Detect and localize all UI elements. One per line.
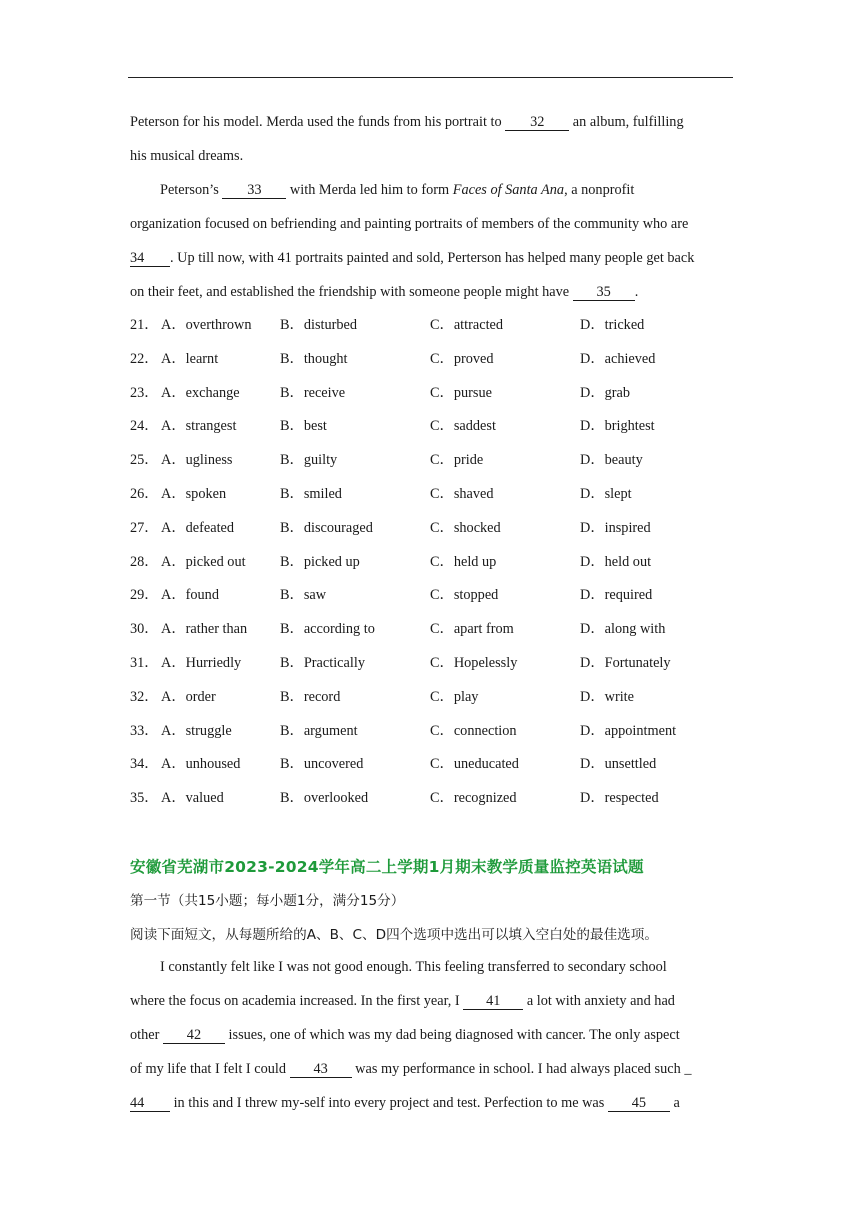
blank-44: 44: [130, 1096, 170, 1112]
option-a[interactable]: A．ugliness: [161, 452, 233, 469]
option-d[interactable]: D．unsettled: [580, 756, 657, 773]
option-c[interactable]: C．shocked: [430, 519, 501, 536]
option-b[interactable]: B．smiled: [280, 486, 342, 502]
option-b[interactable]: B．best: [280, 418, 327, 435]
option-d[interactable]: D．appointment: [580, 722, 677, 739]
option-d[interactable]: D．write: [580, 688, 634, 705]
question-number: 22．: [130, 350, 159, 367]
option-d[interactable]: D．inspired: [580, 519, 651, 536]
blank-43: 43: [290, 1062, 352, 1078]
text: with Merda led him to form: [286, 182, 453, 198]
option-d[interactable]: D．respected: [580, 790, 659, 807]
header-rule: [128, 77, 733, 78]
text: . Up till now, with 41 portraits painted and sold, Perterson has helped many people get back: [170, 250, 695, 266]
blank-42: 42: [163, 1028, 225, 1044]
option-b[interactable]: B．according to: [280, 621, 375, 638]
option-c[interactable]: C．recognized: [430, 790, 517, 807]
text: of my life that I felt I could: [130, 1061, 290, 1077]
question-number: 21．: [130, 317, 159, 333]
option-c[interactable]: C．uneducated: [430, 756, 519, 773]
option-d[interactable]: D．achieved: [580, 350, 656, 367]
passage-line: [130, 1026, 680, 1044]
question-number: 25．: [130, 452, 159, 469]
text: was my performance in school. I had always placed such: [351, 1061, 685, 1077]
option-d[interactable]: D．held out: [580, 553, 652, 570]
option-c[interactable]: C．pride: [430, 452, 484, 469]
question-number: 33．: [130, 722, 159, 739]
blank-45: 45: [608, 1096, 670, 1112]
passage-line: [160, 181, 634, 199]
blank-33: 33: [222, 183, 286, 199]
option-b[interactable]: B．discouraged: [280, 519, 373, 536]
organization-name: Faces of Santa Ana: [452, 182, 565, 198]
question-number: 23．: [130, 384, 159, 401]
option-c[interactable]: C．held up: [430, 553, 497, 570]
option-d[interactable]: D．along with: [580, 621, 666, 638]
text: _: [684, 1061, 692, 1077]
text: a: [669, 1095, 680, 1111]
option-b[interactable]: B．disturbed: [280, 317, 358, 333]
option-c[interactable]: C．pursue: [430, 384, 492, 401]
option-d[interactable]: D．brightest: [580, 418, 655, 435]
option-d[interactable]: D．tricked: [580, 317, 645, 333]
option-d[interactable]: D．slept: [580, 486, 632, 502]
passage-line: [130, 249, 694, 267]
passage-line: [130, 1094, 680, 1112]
section-heading: 安徽省芜湖市2023-2024学年高二上学期1月期末教学质量监控英语试题: [130, 858, 644, 876]
text: other: [130, 1027, 163, 1043]
option-d[interactable]: D．beauty: [580, 452, 643, 469]
passage-line: [130, 1060, 691, 1078]
passage-line: [130, 113, 684, 131]
option-c[interactable]: C．apart from: [430, 621, 514, 638]
passage-line: organization focused on befriending and painting portraits of members of the community who are: [130, 216, 689, 232]
question-number: 29．: [130, 587, 159, 604]
option-b[interactable]: B．record: [280, 688, 341, 705]
question-number: 27．: [130, 519, 159, 536]
option-b[interactable]: B．Practically: [280, 655, 365, 671]
blank-32: 32: [505, 115, 569, 131]
text: Peterson’s: [160, 182, 223, 198]
text: issues, one of which was my dad being diagnosed with cancer. The only aspect: [224, 1027, 680, 1043]
section-subheading: 第一节（共15小题；每小题1分，满分15分）: [130, 893, 405, 909]
option-c[interactable]: C．play: [430, 688, 479, 705]
text: on their feet, and established the friendship with someone people might have: [130, 284, 573, 300]
passage-line: I constantly felt like I was not good enough. This feeling transferred to secondary school: [160, 959, 667, 975]
option-b[interactable]: B．overlooked: [280, 790, 369, 807]
option-b[interactable]: B．saw: [280, 587, 327, 604]
option-c[interactable]: C．stopped: [430, 587, 499, 604]
option-a[interactable]: A．spoken: [161, 486, 227, 502]
option-a[interactable]: A．overthrown: [161, 317, 252, 333]
option-d[interactable]: D．required: [580, 587, 653, 604]
option-c[interactable]: C．proved: [430, 350, 494, 367]
question-number: 32．: [130, 688, 159, 705]
option-b[interactable]: B．receive: [280, 384, 346, 401]
option-a[interactable]: A．exchange: [161, 384, 240, 401]
question-number: 24．: [130, 418, 159, 435]
option-a[interactable]: A．defeated: [161, 519, 235, 536]
option-a[interactable]: A．rather than: [161, 621, 248, 638]
option-a[interactable]: A．struggle: [161, 722, 232, 739]
text: where the focus on academia increased. In the first year, I: [130, 993, 464, 1009]
option-c[interactable]: C．saddest: [430, 418, 496, 435]
question-number: 26．: [130, 486, 159, 502]
option-a[interactable]: A．learnt: [161, 350, 219, 367]
passage-line: his musical dreams.: [130, 148, 244, 164]
option-c[interactable]: C．shaved: [430, 486, 494, 502]
option-a[interactable]: A．picked out: [161, 553, 246, 570]
option-d[interactable]: D．grab: [580, 384, 631, 401]
text: a lot with anxiety and had: [523, 993, 675, 1009]
option-c[interactable]: C．Hopelessly: [430, 655, 518, 671]
instruction: 阅读下面短文，从每题所给的A、B、C、D四个选项中选出可以填入空白处的最佳选项。: [130, 927, 658, 943]
option-b[interactable]: B．thought: [280, 350, 348, 367]
option-a[interactable]: A．Hurriedly: [161, 655, 242, 671]
option-b[interactable]: B．argument: [280, 722, 358, 739]
option-a[interactable]: A．found: [161, 587, 219, 604]
option-a[interactable]: A．strangest: [161, 418, 237, 435]
option-c[interactable]: C．attracted: [430, 317, 504, 333]
option-a[interactable]: A．valued: [161, 790, 224, 807]
question-number: 34．: [130, 756, 159, 773]
option-b[interactable]: B．uncovered: [280, 756, 364, 773]
option-c[interactable]: C．connection: [430, 722, 517, 739]
option-b[interactable]: B．guilty: [280, 452, 338, 469]
text: Peterson for his model. Merda used the funds from his portrait to: [130, 114, 506, 130]
passage-line: [130, 992, 675, 1010]
option-b[interactable]: B．picked up: [280, 553, 360, 570]
option-a[interactable]: A．unhoused: [161, 756, 241, 773]
question-number: 31．: [130, 655, 159, 671]
blank-34: 34: [130, 251, 170, 267]
option-a[interactable]: A．order: [161, 688, 216, 705]
question-number: 28．: [130, 553, 159, 570]
passage-line: [130, 283, 638, 301]
question-number: 30．: [130, 621, 159, 638]
text: , a nonprofit: [564, 182, 635, 198]
blank-35: 35: [573, 285, 635, 301]
option-d[interactable]: D．Fortunately: [580, 655, 671, 671]
blank-41: 41: [463, 994, 523, 1010]
text: .: [634, 284, 639, 300]
text: in this and I threw my-self into every project and test. Perfection to me was: [170, 1095, 608, 1111]
question-number: 35．: [130, 790, 159, 807]
text: an album, fulfilling: [569, 114, 684, 130]
